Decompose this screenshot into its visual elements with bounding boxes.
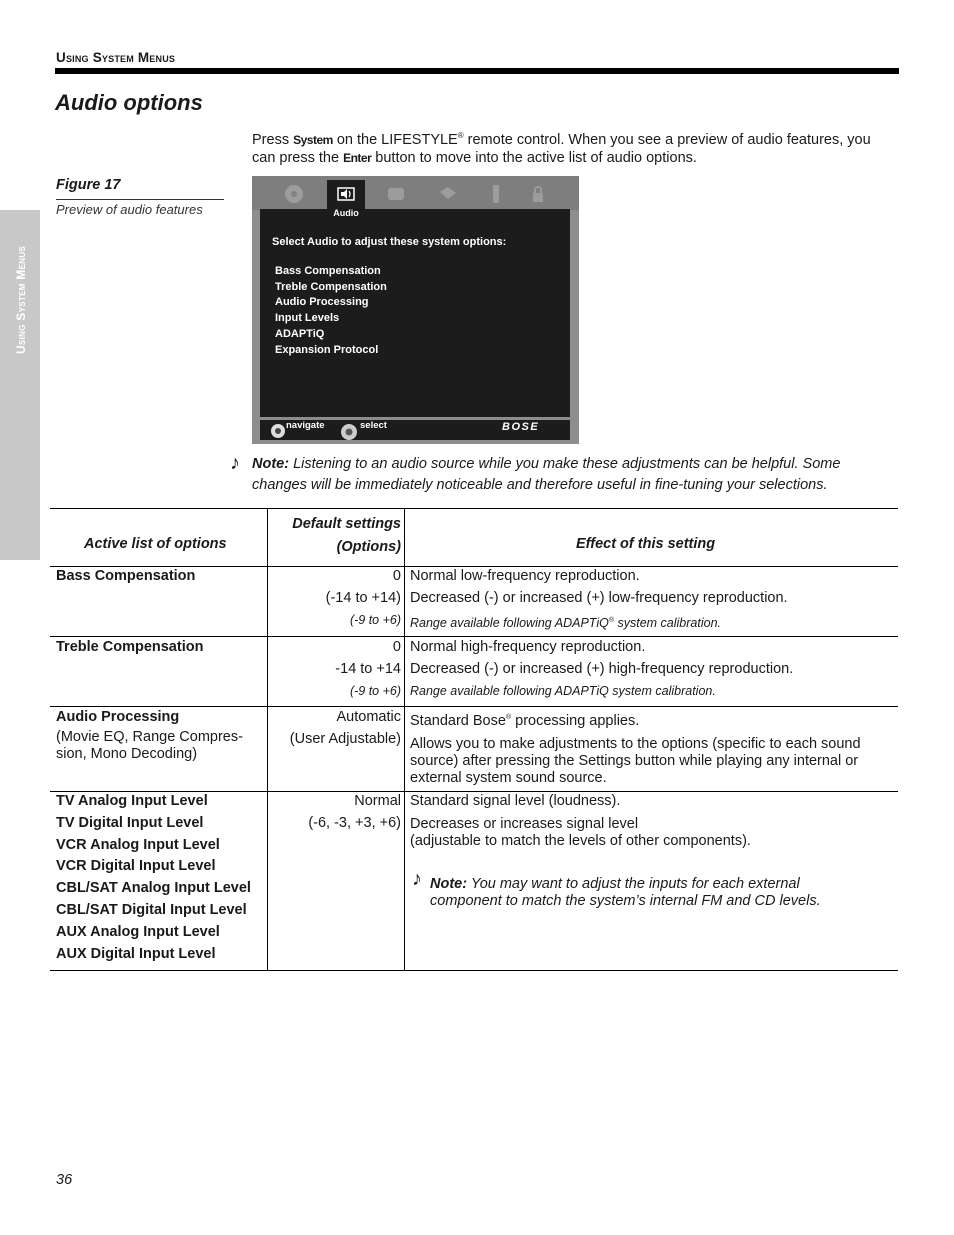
menu-tab-bar (252, 176, 579, 210)
list-item: Audio Processing (275, 296, 369, 309)
system-key-label: System (293, 132, 333, 147)
section-title: Audio options (55, 90, 203, 115)
column-rule (404, 508, 405, 970)
figure-label: Figure 17 (56, 177, 121, 193)
remote-icon (486, 184, 506, 204)
figure-caption: Preview of audio features (56, 202, 203, 217)
header-effect: Effect of this setting (576, 536, 716, 552)
option-bass-compensation: Bass Compensation (56, 568, 196, 584)
bose-logo: BOSE (502, 421, 540, 433)
enter-key-label: Enter (343, 150, 372, 165)
list-item: Bass Compensation (275, 265, 381, 277)
table-row: Normal (-6, -3, +3, +6) (308, 793, 401, 831)
list-item: CBL/SAT Analog Input Level (56, 880, 251, 897)
input-level-options (56, 791, 251, 965)
running-header: Using System Menus (56, 50, 176, 65)
header-rule (55, 68, 899, 74)
navigate-icon (270, 423, 286, 439)
table-bottom-rule (50, 970, 898, 971)
table-row: Normal low-frequency reproduction. Decreased (-) or increased (+) low-frequency reproduction. Range available following ADAPTiQ® system calibration. (410, 568, 788, 630)
list-item: Input Levels (275, 312, 340, 325)
speaker-icon (335, 184, 357, 204)
input-level-note: Note: You may want to adjust the inputs for each external component to match the system’s internal FM and CD levels. (430, 876, 821, 909)
list-item: VCR Analog Input Level (56, 836, 220, 853)
header-active-options: Active list of options (84, 536, 227, 552)
audio-processing-subtext: (Movie EQ, Range Compres-sion, Mono Decoding) (56, 729, 243, 762)
table-top-rule (50, 508, 898, 509)
list-item: TV Digital Input Level (56, 814, 204, 831)
tv-icon (386, 184, 406, 204)
option-treble-compensation: Treble Compensation (56, 639, 204, 655)
side-tab-label: Using System Menus (14, 245, 28, 355)
music-note-icon: ♪ (230, 452, 240, 474)
disc-icon (284, 184, 304, 204)
figure-rule (56, 199, 224, 200)
table-row: 0 (-14 to +14) (-9 to +6) (325, 568, 401, 627)
list-item: Expansion Protocol (275, 343, 379, 356)
screen-options-list (275, 264, 387, 358)
select-icon (340, 423, 358, 441)
tab-audio-label: Audio (333, 208, 359, 218)
table-row: Automatic (User Adjustable) (289, 709, 401, 747)
screen-heading: Select Audio to adjust these system options: (272, 236, 507, 248)
column-rule (267, 508, 268, 970)
header-default-settings: Default settings (Options) (292, 516, 401, 555)
speaker-placement-icon (438, 184, 458, 204)
table-row: Standard Bose® processing applies. Allows you to make adjustments to the options (specific to each sound source) after pressing the Settings button while playing any internal or external system sound source. (410, 712, 861, 786)
navigate-label: navigate (286, 420, 325, 431)
audio-preview-screen (252, 176, 579, 444)
intro-paragraph: Press System on the LIFESTYLE® remote control. When you see a preview of audio features, you can press the Enter button to move into the active list of audio options. (252, 131, 871, 166)
music-note-icon: ♪ (412, 868, 422, 890)
table-row: Normal high-frequency reproduction. Decreased (-) or increased (+) high-frequency reproduction. Range available following ADAPTiQ system calibration. (410, 639, 794, 698)
list-item: VCR Digital Input Level (56, 858, 216, 875)
list-item: AUX Digital Input Level (56, 945, 216, 962)
table-row: 0 -14 to +14 (-9 to +6) (335, 639, 401, 698)
list-item: ADAPTiQ (275, 327, 325, 340)
note-paragraph: Note: Listening to an audio source while you make these adjustments can be helpful. Some changes will be immediately noticeable and therefore useful in fine-tuning your selections. (252, 456, 841, 493)
list-item: TV Analog Input Level (56, 793, 208, 809)
list-item: AUX Analog Input Level (56, 923, 220, 940)
option-audio-processing: Audio Processing (56, 709, 180, 725)
list-item: CBL/SAT Digital Input Level (56, 901, 247, 918)
lock-icon (528, 184, 548, 204)
list-item: Treble Compensation (275, 280, 387, 293)
page-number: 36 (56, 1172, 73, 1188)
select-label: select (360, 420, 387, 431)
table-row: Standard signal level (loudness). Decreases or increases signal level (adjustable to match the levels of other components). (410, 793, 751, 849)
